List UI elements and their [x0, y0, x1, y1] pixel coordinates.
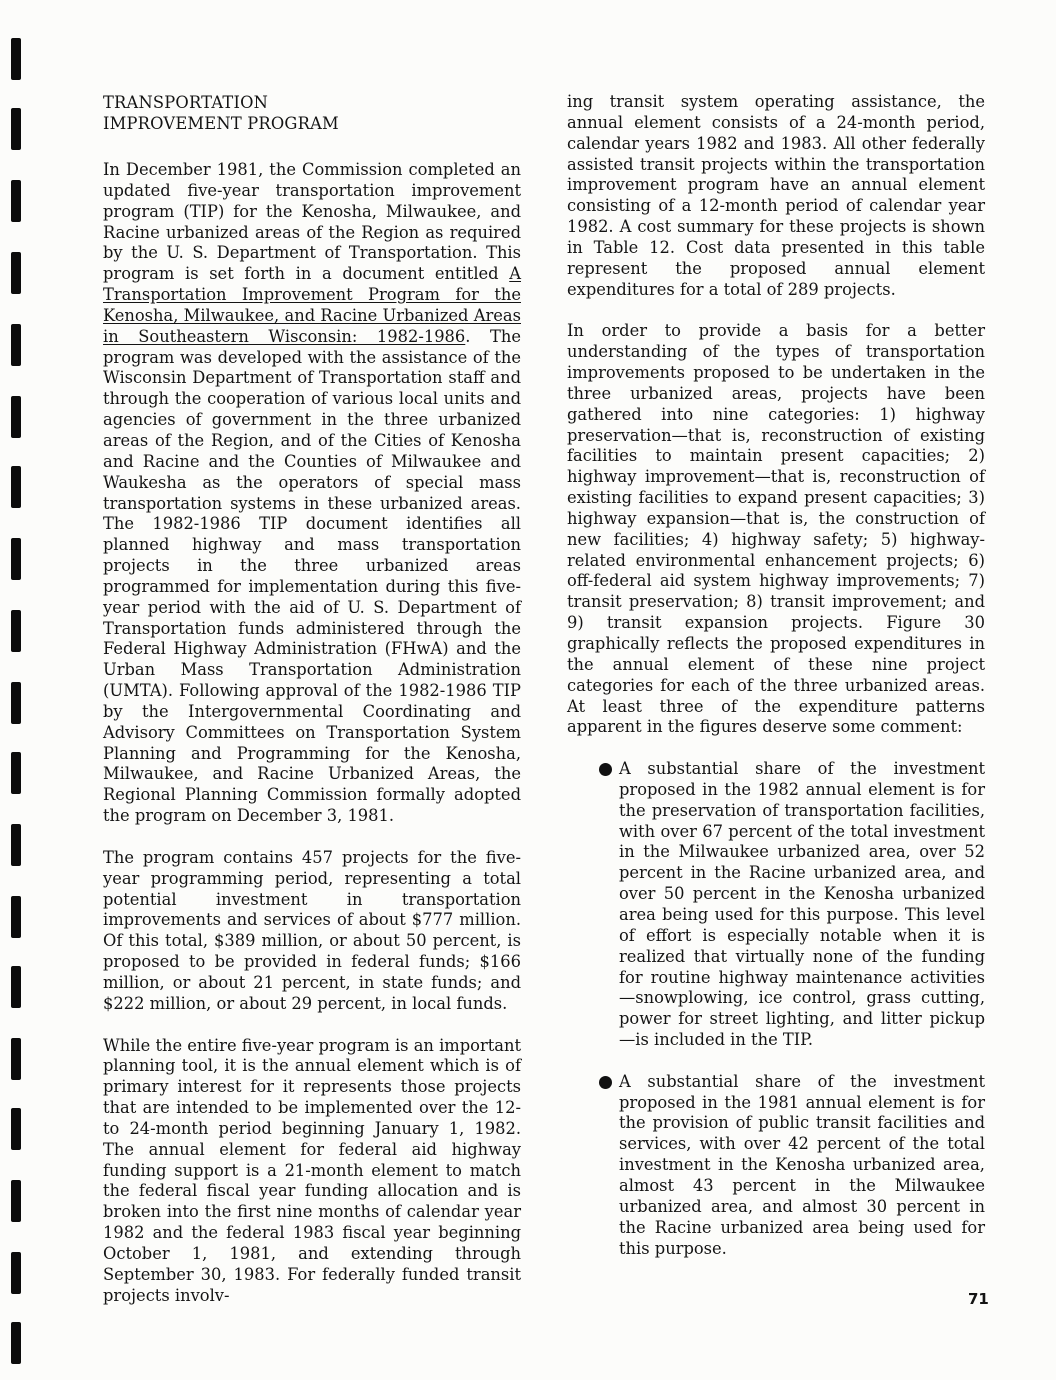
list-item	[567, 1072, 985, 1260]
binding-hole	[11, 1108, 21, 1150]
left-column	[103, 92, 521, 1307]
document-title: A Transportation Improvement Program for the Kenosha, Milwaukee, and Racine Urbanized Areas in Southeastern Wisconsin: 1982-1986	[103, 264, 521, 346]
right-column	[567, 92, 985, 1259]
paragraph-text: In December 1981, the Commission completed an updated five-year transportation improvement program (TIP) for the Kenosha, Milwaukee, and Racine urbanized areas of the Region as required by the U. S. Department of Transportation. This program is set forth in a document entitled	[103, 160, 521, 284]
binding-hole	[11, 610, 21, 652]
bullet-icon	[599, 763, 612, 776]
list-item	[567, 759, 985, 1051]
section-heading-line-2: IMPROVEMENT PROGRAM	[103, 114, 339, 133]
binding-hole	[11, 1038, 21, 1080]
expenditure-pattern-list	[567, 759, 985, 1259]
binding-hole	[11, 1322, 21, 1364]
binding-hole	[11, 752, 21, 794]
paragraph-annual-element: While the entire five-year program is an important planning tool, it is the annual element which is of primary interest for it represents those projects that are intended to be implemented over the 12- to 24-month period beginning January 1, 1982. The annual element for federal aid highway funding support is a 21-month element to match the federal fiscal year funding allocation and is broken into the first nine months of calendar year 1982 and the federal 1983 fiscal year beginning October 1, 1981, and extending through September 30, 1983. For federally funded transit projects involv-	[103, 1035, 522, 1305]
binding-hole	[11, 682, 21, 724]
binding-holes	[11, 30, 23, 1370]
binding-hole	[11, 966, 21, 1008]
binding-hole	[11, 1180, 21, 1222]
binding-hole	[11, 38, 21, 80]
binding-hole	[11, 466, 21, 508]
paragraph-annual-element-continued: ing transit system operating assistance, the annual element consists of a 24-month period, calendar years 1982 and 1983. All other federally assisted transit projects within the transportation improvement program have an annual element consisting of a 12-month period of calendar year 1982. A cost summary for these projects is shown in Table 12. Cost data presented in this table represent the proposed annual element expenditures for a total of 289 projects.	[567, 92, 985, 299]
binding-hole	[11, 108, 21, 150]
bullet-icon	[599, 1076, 612, 1089]
binding-hole	[11, 396, 21, 438]
page-number: 71	[968, 1290, 989, 1308]
paragraph-tip-overview	[103, 160, 521, 827]
binding-hole	[11, 324, 21, 366]
list-item-text: A substantial share of the investment proposed in the 1981 annual element is for the provision of public transit facilities and services, with over 42 percent of the total investment in the Kenosha urbanized area, almost 43 percent in the Milwaukee urbanized area, and almost 30 percent in the Racine urbanized area being used for this purpose.	[619, 1071, 985, 1258]
paragraph-text: . The program was developed with the assistance of the Wisconsin Department of Transportation staff and through the cooperation of various local units and agencies of government in the three urbanized areas of the Region, and of the Cities of Kenosha and Racine and the Counties of Milwaukee and Waukesha as the operators of special mass transportation systems in these urbanized areas. The 1982-1986 TIP document identifies all planned highway and mass transportation projects in the three urbanized areas programmed for implementation during this five-year period with the aid of U. S. Department of Transportation funds administered through the Federal Highway Administration (FHwA) and the Urban Mass Transportation Administration (UMTA). Following approval of the 1982-1986 TIP by the Intergovernmental Coordinating and Advisory Committees on Transportation System Planning and Programming for the Kenosha, Milwaukee, and Racine Urbanized Areas, the Regional Planning Commission formally adopted the program on December 3, 1981.	[103, 326, 521, 826]
binding-hole	[11, 252, 21, 294]
paragraph-program-funding: The program contains 457 projects for the five-year programming period, representing a total potential investment in transportation improvements and services of about $777 million. Of this total, $389 million, or about 50 percent, is proposed to be provided in federal funds; $166 million, or about 21 percent, in state funds; and $222 million, or about 29 percent, in local funds.	[103, 847, 521, 1013]
paragraph-project-categories: In order to provide a basis for a better understanding of the types of transportation improvements proposed to be undertaken in the three urbanized areas, projects have been gathered into nine categories: 1) highway preservation—that is, reconstruction of existing facilities to maintain present capacities; 2) highway improvement—that is, reconstruction of existing facilities to expand present capacities; 3) highway expansion—that is, the construction of new facilities; 4) highway safety; 5) highway-related environmental enhancement projects; 6) off-federal aid system highway improvements; 7) transit preservation; 8) transit improvement; and 9) transit expansion projects. Figure 30 graphically reflects the proposed expenditures in the annual element of these nine project categories for each of the three urbanized areas. At least three of the expenditure patterns apparent in the figures deserve some comment:	[567, 321, 985, 737]
binding-hole	[11, 180, 21, 222]
binding-hole	[11, 1252, 21, 1294]
section-heading	[103, 92, 521, 134]
binding-hole	[11, 538, 21, 580]
binding-hole	[11, 824, 21, 866]
binding-hole	[11, 896, 21, 938]
section-heading-line-1: TRANSPORTATION	[103, 93, 269, 112]
list-item-text: A substantial share of the investment proposed in the 1982 annual element is for the preservation of transportation facilities, with over 67 percent of the total investment in the Milwaukee urbanized area, over 52 percent in the Racine urbanized area, and over 50 percent in the Kenosha urbanized area being used for this purpose. This level of effort is especially notable when it is realized that virtually none of the funding for routine highway maintenance activities—snowplowing, ice control, grass cutting, power for street lighting, and litter pickup—is included in the TIP.	[619, 759, 985, 1050]
